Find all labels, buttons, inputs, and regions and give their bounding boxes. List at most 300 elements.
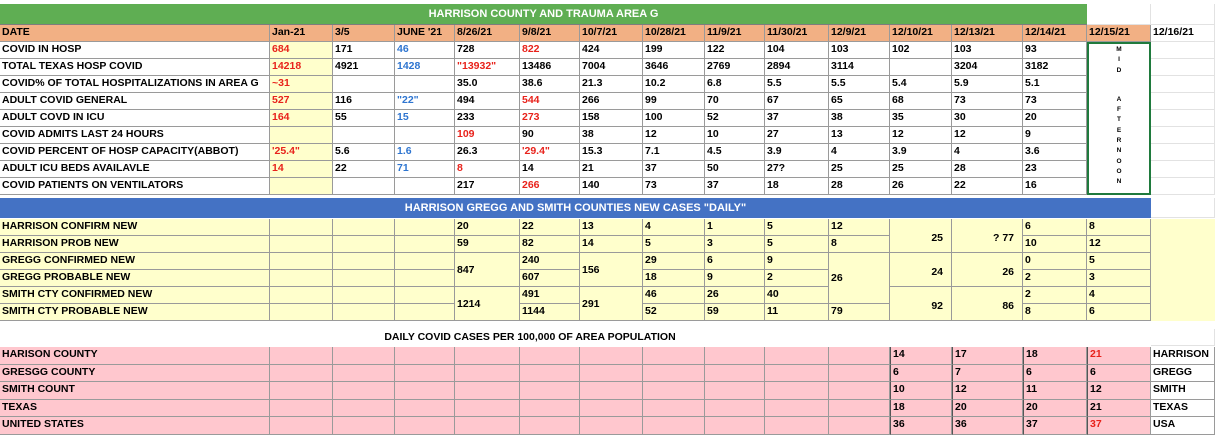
data-cell[interactable]: 18 xyxy=(1023,347,1087,365)
header-date-cell[interactable]: 8/26/21 xyxy=(455,25,520,42)
merged-cell[interactable]: 86 xyxy=(952,287,1023,321)
row-side-label[interactable]: HARRISON xyxy=(1151,347,1215,365)
data-cell[interactable]: 55 xyxy=(333,110,395,127)
empty-cell[interactable] xyxy=(395,287,455,304)
empty-cell[interactable] xyxy=(333,400,395,417)
data-cell[interactable]: 2769 xyxy=(705,59,765,76)
data-cell[interactable]: 3182 xyxy=(1023,59,1087,76)
empty-cell[interactable] xyxy=(270,304,333,321)
data-cell[interactable]: 1.6 xyxy=(395,144,455,161)
data-cell[interactable]: 5.9 xyxy=(952,76,1023,93)
data-cell[interactable]: 23 xyxy=(1023,161,1087,178)
empty-cell[interactable] xyxy=(1151,144,1215,161)
data-cell[interactable]: 266 xyxy=(520,178,580,195)
header-date-cell[interactable]: 10/7/21 xyxy=(580,25,643,42)
empty-cell[interactable] xyxy=(333,236,395,253)
data-cell[interactable]: 4921 xyxy=(333,59,395,76)
data-cell[interactable]: 10 xyxy=(1023,236,1087,253)
empty-cell[interactable] xyxy=(270,382,333,400)
header-date-cell[interactable]: 12/10/21 xyxy=(890,25,952,42)
merged-cell[interactable]: 25 xyxy=(890,219,952,253)
empty-cell[interactable] xyxy=(395,417,455,435)
empty-cell[interactable] xyxy=(765,382,829,400)
empty-cell[interactable] xyxy=(643,400,705,417)
data-cell[interactable] xyxy=(890,59,952,76)
empty-cell[interactable] xyxy=(705,347,765,365)
data-cell[interactable]: 14 xyxy=(270,161,333,178)
data-cell[interactable]: 607 xyxy=(520,270,580,287)
row-label[interactable]: SMITH CTY CONFIRMED NEW xyxy=(0,287,270,304)
data-cell[interactable]: 20 xyxy=(455,219,520,236)
empty-cell[interactable] xyxy=(395,382,455,400)
empty-cell[interactable] xyxy=(270,417,333,435)
data-cell[interactable]: 6.8 xyxy=(705,76,765,93)
data-cell[interactable]: 12 xyxy=(890,127,952,144)
data-cell[interactable]: 1428 xyxy=(395,59,455,76)
empty-cell[interactable] xyxy=(829,417,890,435)
data-cell[interactable] xyxy=(395,127,455,144)
data-cell[interactable]: 122 xyxy=(705,42,765,59)
data-cell[interactable]: 38 xyxy=(829,110,890,127)
empty-cell[interactable] xyxy=(333,365,395,382)
data-cell[interactable]: 5.5 xyxy=(829,76,890,93)
data-cell[interactable]: 73 xyxy=(643,178,705,195)
empty-cell[interactable] xyxy=(643,365,705,382)
data-cell[interactable]: 28 xyxy=(829,178,890,195)
data-cell[interactable]: 2 xyxy=(1023,287,1087,304)
data-cell[interactable]: 13486 xyxy=(520,59,580,76)
empty-cell[interactable] xyxy=(1151,198,1215,218)
data-cell[interactable]: 21 xyxy=(1087,347,1151,365)
data-cell[interactable]: 5.1 xyxy=(1023,76,1087,93)
row-label[interactable]: SMITH COUNT xyxy=(0,382,270,400)
data-cell[interactable]: 822 xyxy=(520,42,580,59)
empty-cell[interactable] xyxy=(520,365,580,382)
data-cell[interactable]: 22 xyxy=(333,161,395,178)
empty-cell[interactable] xyxy=(580,382,643,400)
data-cell[interactable]: 12 xyxy=(952,382,1023,400)
empty-cell[interactable] xyxy=(455,382,520,400)
data-cell[interactable]: 7 xyxy=(952,365,1023,382)
header-date-cell[interactable]: 12/16/21 xyxy=(1151,25,1215,42)
data-cell[interactable] xyxy=(395,76,455,93)
data-cell[interactable]: 52 xyxy=(643,304,705,321)
data-cell[interactable]: 35 xyxy=(890,110,952,127)
empty-cell[interactable] xyxy=(333,287,395,304)
data-cell[interactable]: 544 xyxy=(520,93,580,110)
data-cell[interactable]: 36 xyxy=(952,417,1023,435)
data-cell[interactable]: 73 xyxy=(952,93,1023,110)
data-cell[interactable]: 21 xyxy=(580,161,643,178)
data-cell[interactable]: 40 xyxy=(765,287,829,304)
data-cell[interactable]: 217 xyxy=(455,178,520,195)
empty-cell[interactable] xyxy=(455,365,520,382)
data-cell[interactable] xyxy=(395,178,455,195)
empty-cell[interactable] xyxy=(705,382,765,400)
empty-cell[interactable] xyxy=(1151,253,1215,270)
data-cell[interactable]: 3 xyxy=(705,236,765,253)
data-cell[interactable]: 5 xyxy=(643,236,705,253)
header-date-label[interactable]: DATE xyxy=(0,25,270,42)
empty-cell[interactable] xyxy=(765,400,829,417)
data-cell[interactable]: 273 xyxy=(520,110,580,127)
row-label[interactable]: TOTAL TEXAS HOSP COVID xyxy=(0,59,270,76)
data-cell[interactable]: '29.4" xyxy=(520,144,580,161)
empty-cell[interactable] xyxy=(395,365,455,382)
mid-afternoon-note[interactable] xyxy=(1087,42,1151,195)
data-cell[interactable]: 18 xyxy=(643,270,705,287)
empty-cell[interactable] xyxy=(520,382,580,400)
row-label[interactable]: COVID PATIENTS ON VENTILATORS xyxy=(0,178,270,195)
header-date-cell[interactable]: 12/9/21 xyxy=(829,25,890,42)
empty-cell[interactable] xyxy=(1087,4,1151,25)
empty-cell[interactable] xyxy=(1151,329,1215,346)
data-cell[interactable]: 4 xyxy=(829,144,890,161)
data-cell[interactable]: 6 xyxy=(1087,304,1151,321)
data-cell[interactable]: 46 xyxy=(395,42,455,59)
data-cell[interactable]: 30 xyxy=(952,110,1023,127)
row-label[interactable]: GRESGG COUNTY xyxy=(0,365,270,382)
data-cell[interactable]: 266 xyxy=(580,93,643,110)
data-cell[interactable]: 3.9 xyxy=(765,144,829,161)
data-cell[interactable]: 14 xyxy=(890,347,952,365)
empty-cell[interactable] xyxy=(270,236,333,253)
empty-cell[interactable] xyxy=(270,287,333,304)
empty-cell[interactable] xyxy=(765,347,829,365)
row-label[interactable]: HARRISON PROB NEW xyxy=(0,236,270,253)
data-cell[interactable]: 37 xyxy=(1087,417,1151,435)
empty-cell[interactable] xyxy=(580,417,643,435)
data-cell[interactable]: 5.4 xyxy=(890,76,952,93)
row-label[interactable]: COVID ADMITS LAST 24 HOURS xyxy=(0,127,270,144)
empty-cell[interactable] xyxy=(395,270,455,287)
data-cell[interactable] xyxy=(333,127,395,144)
data-cell[interactable]: 5 xyxy=(765,236,829,253)
empty-cell[interactable] xyxy=(395,347,455,365)
data-cell[interactable]: 67 xyxy=(765,93,829,110)
data-cell[interactable]: 28 xyxy=(952,161,1023,178)
data-cell[interactable]: 20 xyxy=(1023,110,1087,127)
data-cell[interactable]: 10 xyxy=(705,127,765,144)
empty-cell[interactable] xyxy=(765,417,829,435)
data-cell[interactable]: 59 xyxy=(455,236,520,253)
empty-cell[interactable] xyxy=(829,382,890,400)
merged-cell[interactable]: ? 77 xyxy=(952,219,1023,253)
row-label[interactable]: ADULT ICU BEDS AVAILAVLE xyxy=(0,161,270,178)
empty-cell[interactable] xyxy=(1151,287,1215,304)
empty-cell[interactable] xyxy=(1151,93,1215,110)
data-cell[interactable]: 16 xyxy=(1023,178,1087,195)
data-cell[interactable]: 82 xyxy=(520,236,580,253)
data-cell[interactable]: 71 xyxy=(395,161,455,178)
data-cell[interactable]: 10.2 xyxy=(643,76,705,93)
data-cell[interactable]: 10 xyxy=(890,382,952,400)
empty-cell[interactable] xyxy=(270,400,333,417)
data-cell[interactable]: 20 xyxy=(1023,400,1087,417)
empty-cell[interactable] xyxy=(705,400,765,417)
data-cell[interactable]: 36 xyxy=(890,417,952,435)
data-cell[interactable]: 424 xyxy=(580,42,643,59)
data-cell[interactable]: 27 xyxy=(765,127,829,144)
data-cell[interactable]: 14 xyxy=(520,161,580,178)
merged-cell[interactable]: 24 xyxy=(890,253,952,287)
data-cell[interactable]: 5.6 xyxy=(333,144,395,161)
data-cell[interactable]: 15 xyxy=(395,110,455,127)
data-cell[interactable]: 3114 xyxy=(829,59,890,76)
empty-cell[interactable] xyxy=(829,347,890,365)
empty-cell[interactable] xyxy=(520,417,580,435)
data-cell[interactable]: 79 xyxy=(829,304,890,321)
empty-cell[interactable] xyxy=(705,365,765,382)
header-date-cell[interactable]: JUNE '21 xyxy=(395,25,455,42)
data-cell[interactable]: 21 xyxy=(1087,400,1151,417)
empty-cell[interactable] xyxy=(395,400,455,417)
data-cell[interactable]: 37 xyxy=(705,178,765,195)
empty-cell[interactable] xyxy=(1151,178,1215,195)
data-cell[interactable]: 233 xyxy=(455,110,520,127)
row-label[interactable]: SMITH CTY PROBABLE NEW xyxy=(0,304,270,321)
data-cell[interactable]: 3204 xyxy=(952,59,1023,76)
empty-cell[interactable] xyxy=(333,219,395,236)
empty-cell[interactable] xyxy=(1151,161,1215,178)
data-cell[interactable]: 99 xyxy=(643,93,705,110)
data-cell[interactable]: 11 xyxy=(1023,382,1087,400)
data-cell[interactable]: '25.4" xyxy=(270,144,333,161)
data-cell[interactable]: 6 xyxy=(1023,219,1087,236)
header-date-cell[interactable]: 12/14/21 xyxy=(1023,25,1087,42)
data-cell[interactable]: 6 xyxy=(1023,365,1087,382)
data-cell[interactable]: 90 xyxy=(520,127,580,144)
empty-cell[interactable] xyxy=(1151,76,1215,93)
data-cell[interactable]: 59 xyxy=(705,304,765,321)
empty-cell[interactable] xyxy=(333,304,395,321)
row-label[interactable]: HARRISON CONFIRM NEW xyxy=(0,219,270,236)
data-cell[interactable]: 9 xyxy=(1023,127,1087,144)
data-cell[interactable]: 140 xyxy=(580,178,643,195)
merged-cell[interactable]: 847 xyxy=(455,253,520,287)
empty-cell[interactable] xyxy=(520,347,580,365)
empty-cell[interactable] xyxy=(1151,236,1215,253)
empty-cell[interactable] xyxy=(333,253,395,270)
data-cell[interactable]: 6 xyxy=(705,253,765,270)
data-cell[interactable]: 13 xyxy=(580,219,643,236)
data-cell[interactable]: "13932" xyxy=(455,59,520,76)
header-date-cell[interactable]: 12/13/21 xyxy=(952,25,1023,42)
data-cell[interactable]: 12 xyxy=(829,219,890,236)
data-cell[interactable]: 103 xyxy=(829,42,890,59)
data-cell[interactable]: 100 xyxy=(643,110,705,127)
empty-cell[interactable] xyxy=(520,400,580,417)
row-side-label[interactable]: USA xyxy=(1151,417,1215,435)
data-cell[interactable]: 9 xyxy=(765,253,829,270)
row-label[interactable]: GREGG PROBABLE NEW xyxy=(0,270,270,287)
empty-cell[interactable] xyxy=(270,347,333,365)
empty-cell[interactable] xyxy=(333,417,395,435)
row-side-label[interactable]: TEXAS xyxy=(1151,400,1215,417)
data-cell[interactable]: 25 xyxy=(890,161,952,178)
data-cell[interactable]: 14218 xyxy=(270,59,333,76)
data-cell[interactable]: 4 xyxy=(952,144,1023,161)
data-cell[interactable]: 70 xyxy=(705,93,765,110)
merged-cell[interactable]: 156 xyxy=(580,253,643,287)
empty-cell[interactable] xyxy=(333,270,395,287)
data-cell[interactable]: 1144 xyxy=(520,304,580,321)
data-cell[interactable]: 38 xyxy=(580,127,643,144)
empty-cell[interactable] xyxy=(333,382,395,400)
data-cell[interactable]: 116 xyxy=(333,93,395,110)
data-cell[interactable]: 3 xyxy=(1087,270,1151,287)
empty-cell[interactable] xyxy=(333,347,395,365)
empty-cell[interactable] xyxy=(829,400,890,417)
empty-cell[interactable] xyxy=(1151,42,1215,59)
row-label[interactable]: COVID% OF TOTAL HOSPITALIZATIONS IN AREA G xyxy=(0,76,270,93)
empty-cell[interactable] xyxy=(765,365,829,382)
data-cell[interactable]: 21.3 xyxy=(580,76,643,93)
data-cell[interactable]: 7.1 xyxy=(643,144,705,161)
row-label[interactable]: UNITED STATES xyxy=(0,417,270,435)
data-cell[interactable]: 14 xyxy=(580,236,643,253)
data-cell[interactable]: 20 xyxy=(952,400,1023,417)
data-cell[interactable]: 2894 xyxy=(765,59,829,76)
empty-cell[interactable] xyxy=(643,382,705,400)
data-cell[interactable]: 93 xyxy=(1023,42,1087,59)
empty-cell[interactable] xyxy=(455,347,520,365)
data-cell[interactable]: 527 xyxy=(270,93,333,110)
row-label[interactable]: HARISON COUNTY xyxy=(0,347,270,365)
data-cell[interactable]: 6 xyxy=(890,365,952,382)
empty-cell[interactable] xyxy=(1151,270,1215,287)
empty-cell[interactable] xyxy=(643,417,705,435)
empty-cell[interactable] xyxy=(1151,219,1215,236)
data-cell[interactable]: ~31 xyxy=(270,76,333,93)
data-cell[interactable]: 12 xyxy=(952,127,1023,144)
data-cell[interactable]: 37 xyxy=(643,161,705,178)
data-cell[interactable]: 158 xyxy=(580,110,643,127)
data-cell[interactable]: 35.0 xyxy=(455,76,520,93)
data-cell[interactable] xyxy=(270,178,333,195)
data-cell[interactable]: 240 xyxy=(520,253,580,270)
data-cell[interactable]: 52 xyxy=(705,110,765,127)
data-cell[interactable]: 491 xyxy=(520,287,580,304)
data-cell[interactable]: 4 xyxy=(643,219,705,236)
data-cell[interactable]: 12 xyxy=(1087,236,1151,253)
data-cell[interactable]: 9 xyxy=(705,270,765,287)
data-cell[interactable]: 37 xyxy=(765,110,829,127)
empty-cell[interactable] xyxy=(395,236,455,253)
data-cell[interactable]: 68 xyxy=(890,93,952,110)
data-cell[interactable]: 65 xyxy=(829,93,890,110)
row-label[interactable]: ADULT COVD IN ICU xyxy=(0,110,270,127)
empty-cell[interactable] xyxy=(643,347,705,365)
data-cell[interactable]: 494 xyxy=(455,93,520,110)
data-cell[interactable]: 728 xyxy=(455,42,520,59)
data-cell[interactable]: 29 xyxy=(643,253,705,270)
data-cell[interactable]: 103 xyxy=(952,42,1023,59)
data-cell[interactable]: 3.6 xyxy=(1023,144,1087,161)
row-label[interactable]: GREGG CONFIRMED NEW xyxy=(0,253,270,270)
empty-cell[interactable] xyxy=(455,400,520,417)
header-date-cell[interactable]: 11/30/21 xyxy=(765,25,829,42)
data-cell[interactable]: 4 xyxy=(1087,287,1151,304)
data-cell[interactable]: 104 xyxy=(765,42,829,59)
empty-cell[interactable] xyxy=(270,365,333,382)
header-date-cell[interactable]: 3/5 xyxy=(333,25,395,42)
data-cell[interactable]: 8 xyxy=(829,236,890,253)
data-cell[interactable]: 26 xyxy=(705,287,765,304)
merged-cell[interactable]: 291 xyxy=(580,287,643,321)
row-label[interactable]: TEXAS xyxy=(0,400,270,417)
header-date-cell[interactable]: 10/28/21 xyxy=(643,25,705,42)
empty-cell[interactable] xyxy=(1151,4,1215,25)
data-cell[interactable]: 3646 xyxy=(643,59,705,76)
data-cell[interactable]: 15.3 xyxy=(580,144,643,161)
data-cell[interactable] xyxy=(333,76,395,93)
data-cell[interactable]: 50 xyxy=(705,161,765,178)
data-cell[interactable]: 8 xyxy=(455,161,520,178)
merged-cell[interactable]: 1214 xyxy=(455,287,520,321)
data-cell[interactable]: 164 xyxy=(270,110,333,127)
empty-cell[interactable] xyxy=(270,253,333,270)
empty-cell[interactable] xyxy=(1151,127,1215,144)
empty-cell[interactable] xyxy=(1151,304,1215,321)
header-date-cell[interactable]: 9/8/21 xyxy=(520,25,580,42)
data-cell[interactable]: 2 xyxy=(1023,270,1087,287)
data-cell[interactable]: 6 xyxy=(1087,365,1151,382)
data-cell[interactable]: 73 xyxy=(1023,93,1087,110)
data-cell[interactable]: 22 xyxy=(952,178,1023,195)
data-cell[interactable]: 3.9 xyxy=(890,144,952,161)
data-cell[interactable]: 12 xyxy=(1087,382,1151,400)
data-cell[interactable]: 5 xyxy=(1087,253,1151,270)
empty-cell[interactable] xyxy=(1151,59,1215,76)
data-cell[interactable]: 38.6 xyxy=(520,76,580,93)
data-cell[interactable]: "22" xyxy=(395,93,455,110)
data-cell[interactable]: 18 xyxy=(890,400,952,417)
empty-cell[interactable] xyxy=(395,219,455,236)
data-cell[interactable]: 13 xyxy=(829,127,890,144)
row-label[interactable]: COVID IN HOSP xyxy=(0,42,270,59)
empty-cell[interactable] xyxy=(1151,110,1215,127)
merged-cell[interactable]: 26 xyxy=(952,253,1023,287)
header-date-cell[interactable]: 12/15/21 xyxy=(1087,25,1151,42)
data-cell[interactable]: 22 xyxy=(520,219,580,236)
data-cell[interactable]: 26 xyxy=(890,178,952,195)
row-label[interactable]: COVID PERCENT OF HOSP CAPACITY(ABBOT) xyxy=(0,144,270,161)
empty-cell[interactable] xyxy=(270,219,333,236)
data-cell[interactable]: 11 xyxy=(765,304,829,321)
header-date-cell[interactable]: Jan-21 xyxy=(270,25,333,42)
data-cell[interactable]: 37 xyxy=(1023,417,1087,435)
row-side-label[interactable]: GREGG xyxy=(1151,365,1215,382)
data-cell[interactable]: 4.5 xyxy=(705,144,765,161)
data-cell[interactable]: 7004 xyxy=(580,59,643,76)
data-cell[interactable]: 25 xyxy=(829,161,890,178)
row-label[interactable]: ADULT COVID GENERAL xyxy=(0,93,270,110)
data-cell[interactable]: 8 xyxy=(1023,304,1087,321)
data-cell[interactable]: 8 xyxy=(1087,219,1151,236)
empty-cell[interactable] xyxy=(580,347,643,365)
empty-cell[interactable] xyxy=(395,304,455,321)
data-cell[interactable]: 26.3 xyxy=(455,144,520,161)
empty-cell[interactable] xyxy=(829,365,890,382)
data-cell[interactable]: 684 xyxy=(270,42,333,59)
data-cell[interactable]: 102 xyxy=(890,42,952,59)
data-cell[interactable]: 109 xyxy=(455,127,520,144)
data-cell[interactable]: 5.5 xyxy=(765,76,829,93)
data-cell[interactable]: 18 xyxy=(765,178,829,195)
empty-cell[interactable] xyxy=(270,270,333,287)
data-cell[interactable]: 1 xyxy=(705,219,765,236)
